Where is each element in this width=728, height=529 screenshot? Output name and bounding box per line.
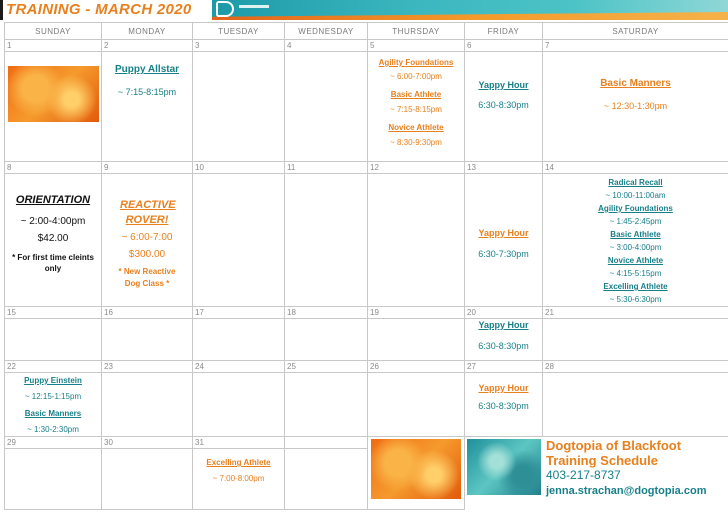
event-link[interactable]: Radical Recall [608,178,663,187]
event-note: * New Reactive Dog Class * [118,267,176,288]
day-cell [193,449,285,509]
date-number: 3 [193,40,285,52]
day-cell [102,52,193,162]
day-cell [5,449,102,509]
event-time: ~ 12:15-1:15pm [24,392,82,401]
day-cell [465,52,543,162]
day-cell [102,449,193,509]
event-link[interactable]: Yappy Hour [478,383,529,393]
event-link[interactable]: Puppy Allstar [114,64,180,75]
schedule-subtitle: Training Schedule [546,453,658,468]
date-number: 18 [285,307,368,319]
date-number: 31 [193,437,285,449]
day-cell [5,319,102,361]
weekday-tuesday: TUESDAY [193,23,285,40]
event-time: ~ 1:30-2:30pm [27,425,79,434]
date-number: 2 [102,40,193,52]
event-link[interactable]: Basic Manners [24,409,82,418]
phone-number: 403-217-8737 [546,468,621,482]
date-number [285,437,368,449]
week-row [5,373,728,437]
photo-cell [368,437,465,510]
day-cell [465,319,543,361]
day-cell [5,373,102,437]
contact-block [465,437,728,510]
day-cell [193,319,285,361]
event-time: ~ 4:15-5:15pm [609,269,662,278]
event-time: ~ 3:00-4:00pm [609,243,662,252]
date-number: 1 [5,40,102,52]
day-cell [5,174,102,307]
date-number: 22 [5,361,102,373]
date-number: 23 [102,361,193,373]
event-time: 6:30-8:30pm [478,401,529,411]
day-cell [285,174,368,307]
event-time: ~ 5:30-6:30pm [609,295,662,304]
date-number: 13 [465,162,543,174]
event-title: ORIENTATION [15,194,91,206]
weekday-wednesday: WEDNESDAY [285,23,368,40]
day-cell [193,174,285,307]
day-cell [285,449,368,509]
week-row [5,319,728,361]
date-number: 9 [102,162,193,174]
event-time: 6:30-7:30pm [478,249,529,259]
event-link[interactable]: Yappy Hour [478,228,529,238]
date-number: 29 [5,437,102,449]
event-link[interactable]: Excelling Athlete [603,282,668,291]
day-cell [193,373,285,437]
event-time: ~ 2:00-4:00pm [20,216,86,227]
weekday-monday: MONDAY [102,23,193,40]
date-number: 19 [368,307,465,319]
date-number: 25 [285,361,368,373]
weekday-saturday: SATURDAY [543,23,728,40]
event-time: ~ 1:45-2:45pm [609,217,662,226]
date-row [5,361,728,373]
date-number: 11 [285,162,368,174]
event-price: $42.00 [37,233,69,244]
date-row [5,162,728,174]
event-price: $300.00 [128,249,166,260]
weekday-header-row [5,23,728,40]
day-cell [543,373,728,437]
calendar-grid [4,22,728,510]
day-cell [285,319,368,361]
banner-graphic [212,0,728,20]
date-number: 28 [543,361,728,373]
contact-info [546,438,728,499]
date-row [5,437,728,449]
logo-wordmark [239,5,269,8]
day-cell [543,52,728,162]
event-time: ~ 6:00-7:00 [121,232,173,243]
event-link[interactable]: Novice Athlete [607,256,664,265]
week-row [5,52,728,162]
header-banner [0,0,728,20]
date-number: 5 [368,40,465,52]
day-cell [543,319,728,361]
page-title: TRAINING - MARCH 2020 [6,1,192,18]
event-time: ~ 7:00-8:00pm [212,474,265,484]
event-link[interactable]: Yappy Hour [478,80,529,90]
weekday-thursday: THURSDAY [368,23,465,40]
date-number: 24 [193,361,285,373]
business-name: Dogtopia of Blackfoot [546,438,682,453]
weekday-friday: FRIDAY [465,23,543,40]
date-number: 27 [465,361,543,373]
date-number: 14 [543,162,728,174]
date-number: 4 [285,40,368,52]
event-time: ~ 8:30-9:30pm [390,138,442,147]
date-row [5,40,728,52]
day-cell [543,174,728,307]
photo-image [371,439,461,499]
day-cell [368,174,465,307]
day-cell [368,52,465,162]
date-number: 30 [102,437,193,449]
logo-icon [216,1,234,17]
date-number: 21 [543,307,728,319]
day-cell [102,174,193,307]
event-time: ~ 6:00-7:00pm [390,72,442,81]
week-row [5,174,728,307]
date-number: 6 [465,40,543,52]
day-cell [285,373,368,437]
date-number: 10 [193,162,285,174]
event-link[interactable]: Basic Athlete [610,230,661,239]
day-cell [465,373,543,437]
event-time: 6:30-8:30pm [478,100,529,110]
banner-edge [0,0,3,20]
event-note: * For first time cleints only [12,253,94,273]
event-link[interactable]: Basic Athlete [390,90,442,99]
event-link[interactable]: Basic Manners [600,78,671,89]
date-number: 26 [368,361,465,373]
date-number: 15 [5,307,102,319]
day-cell [102,319,193,361]
photo-image [8,66,99,122]
event-time: ~ 7:15-8:15pm [390,105,442,114]
event-time: 6:30-8:30pm [478,341,529,351]
date-number: 12 [368,162,465,174]
event-link[interactable]: Yappy Hour [478,320,529,330]
day-cell [285,52,368,162]
day-cell [368,373,465,437]
event-time: ~ 10:00-11:00am [605,191,666,200]
event-time: ~ 7:15-8:15pm [117,87,177,97]
event-time: ~ 12:30-1:30pm [603,101,668,111]
day-cell [368,319,465,361]
event-link[interactable]: Puppy Einstein [24,376,82,385]
date-row [5,307,728,319]
date-number: 7 [543,40,728,52]
event-link[interactable]: Novice Athlete [388,123,444,132]
day-cell [193,52,285,162]
photo-image [467,439,541,495]
date-number: 8 [5,162,102,174]
event-link[interactable]: Agility Foundations [378,58,454,67]
day-cell [465,174,543,307]
event-link[interactable]: Agility Foundations [598,204,673,213]
day-cell [102,373,193,437]
date-number: 20 [465,307,543,319]
event-link[interactable]: Excelling Athlete [206,458,271,468]
date-number: 16 [102,307,193,319]
event-title: REACTIVE ROVER! [120,199,176,226]
date-number: 17 [193,307,285,319]
email-link[interactable]: jenna.strachan@dogtopia.com [546,485,707,497]
day-cell [5,52,102,162]
weekday-sunday: SUNDAY [5,23,102,40]
